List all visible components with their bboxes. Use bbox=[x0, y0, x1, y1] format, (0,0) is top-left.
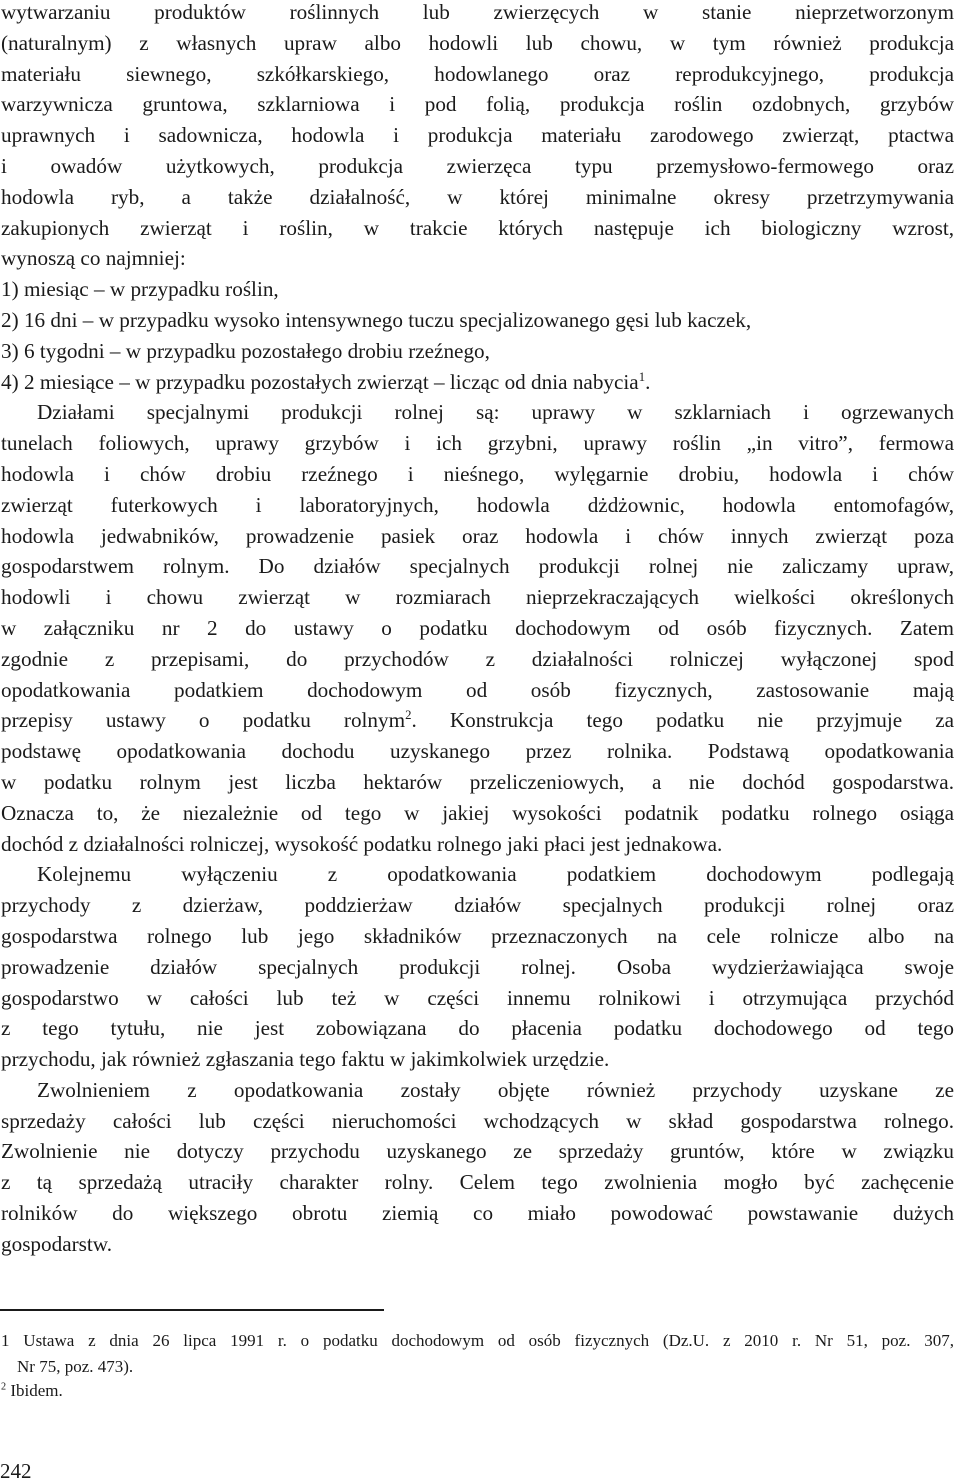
text-line bbox=[1, 859, 954, 890]
text-line bbox=[1, 59, 954, 90]
text-line bbox=[1, 582, 954, 613]
text-line bbox=[1, 397, 954, 428]
footnote-separator bbox=[0, 1309, 384, 1311]
footnote-1 bbox=[1, 1328, 954, 1354]
text-line bbox=[1, 983, 954, 1014]
text-line bbox=[1, 182, 954, 213]
text-line bbox=[1, 1013, 954, 1044]
text-line bbox=[1, 705, 954, 736]
text-line-content: w podatku rolnym jest liczba hektarów przeliczeniowych, a nie dochód gospodarstwa. bbox=[1, 769, 954, 794]
text-line bbox=[1, 1075, 954, 1106]
text-line bbox=[1, 675, 954, 706]
text-line-content: Zwolnieniem z opodatkowania zostały objęte również przychody uzyskane ze bbox=[37, 1077, 954, 1102]
text-line-content: tunelach foliowych, uprawy grzybów i ich grzybni, uprawy roślin „in vitro”, fermowa bbox=[1, 431, 954, 456]
text-line-content: z tą sprzedażą utraciły charakter rolny. Celem tego zwolnienia mogło być zachęcenie bbox=[1, 1170, 954, 1195]
text-line bbox=[1, 1229, 954, 1260]
text-line bbox=[1, 28, 954, 59]
text-line bbox=[1, 644, 954, 675]
text-line-content: wytwarzaniu produktów roślinnych lub zwierzęcych w stanie nieprzetworzonym bbox=[1, 0, 954, 24]
footnote-1-continuation bbox=[17, 1354, 960, 1380]
page-number: 242 bbox=[0, 1459, 32, 1483]
footnote-2-text: Ibidem. bbox=[6, 1381, 63, 1400]
text-line bbox=[1, 1136, 954, 1167]
text-line-content: w załączniku nr 2 do ustawy o podatku dochodowym od osób fizycznych. Zatem bbox=[1, 615, 954, 640]
text-line-continuation: . bbox=[645, 369, 651, 394]
text-line-content: materiału siewnego, szkółkarskiego, hodowlanego oraz reprodukcyjnego, produkcja bbox=[1, 61, 954, 86]
text-line-content: gospodarstw. bbox=[1, 1231, 113, 1256]
text-line-content: hodowla jedwabników, prowadzenie pasiek oraz hodowla i chów innych zwierząt poza bbox=[1, 523, 954, 548]
text-line bbox=[1, 521, 954, 552]
text-line bbox=[1, 305, 954, 336]
text-line-content: 3) 6 tygodni – w przypadku pozostałego drobiu rzeźnego, bbox=[1, 338, 490, 363]
text-line bbox=[1, 1044, 954, 1075]
text-line bbox=[1, 89, 954, 120]
text-line bbox=[1, 336, 954, 367]
text-line-content: Zwolnienie nie dotyczy przychodu uzyskanego ze sprzedaży gruntów, które w związku bbox=[1, 1139, 954, 1164]
footnote-2-mark: 2 bbox=[1, 1381, 7, 1393]
text-line-content: przychody z dzierżaw, poddzierżaw działów specjalnych produkcji rolnej oraz bbox=[1, 893, 954, 918]
text-line bbox=[1, 551, 954, 582]
text-line-continuation: . Konstrukcja tego podatku nie przyjmuje za bbox=[411, 708, 954, 733]
text-line bbox=[1, 213, 954, 244]
body-text bbox=[1, 0, 954, 1260]
text-line-content: zakupionych zwierząt i roślin, w trakcie których następuje ich biologiczny wzrost, bbox=[1, 215, 954, 240]
text-line-content: (naturalnym) z własnych upraw albo hodowli lub chowu, w tym również produkcja bbox=[1, 30, 954, 55]
footnote-1-line-1: 1 Ustawa z dnia 26 lipca 1991 r. o podatku dochodowym od osób fizycznych (Dz.U. z 2010 r. Nr 51, poz. 307, bbox=[1, 1331, 954, 1350]
text-line bbox=[1, 1167, 954, 1198]
text-line-content: uprawnych i sadownicza, hodowla i produkcja materiału zarodowego zwierząt, ptactwa bbox=[1, 123, 954, 148]
text-line bbox=[1, 890, 954, 921]
text-line-content: Działami specjalnymi produkcji rolnej są: uprawy w szklarniach i ogrzewanych bbox=[37, 400, 954, 425]
text-line-content: hodowli i chowu zwierząt w rozmiarach nieprzekraczających wielkości określonych bbox=[1, 585, 954, 610]
text-line-content: z tego tytułu, nie jest zobowiązana do płacenia podatku dochodowego od tego bbox=[1, 1016, 954, 1041]
text-line-content: opodatkowania podatkiem dochodowym od osób fizycznych, zastosowanie mają bbox=[1, 677, 954, 702]
text-line-content: wynoszą co najmniej: bbox=[1, 246, 186, 271]
text-line-content: podstawę opodatkowania dochodu uzyskanego przez rolnika. Podstawą opodatkowania bbox=[1, 739, 954, 764]
text-line-content: przepisy ustawy o podatku rolnym bbox=[1, 708, 406, 733]
text-line bbox=[1, 151, 954, 182]
text-line bbox=[1, 736, 954, 767]
text-line bbox=[1, 1198, 954, 1229]
text-line-content: rolników do większego obrotu ziemią co miało powodować powstawanie dużych bbox=[1, 1201, 954, 1226]
text-line bbox=[1, 767, 954, 798]
text-line-content: gospodarstwo w całości lub też w części innemu rolnikowi i otrzymująca przychód bbox=[1, 985, 954, 1010]
text-line bbox=[1, 952, 954, 983]
footnote-1-line-2: Nr 75, poz. 473). bbox=[17, 1357, 134, 1376]
text-line-content: 2) 16 dni – w przypadku wysoko intensywnego tuczu specjalizowanego gęsi lub kaczek, bbox=[1, 307, 752, 332]
text-line bbox=[1, 798, 954, 829]
text-line-content: przychodu, jak również zgłaszania tego faktu w jakimkolwiek urzędzie. bbox=[1, 1047, 610, 1072]
text-line-content: Oznacza to, że niezależnie od tego w jakiej wysokości podatnik podatku rolnego osiąga bbox=[1, 800, 954, 825]
text-line bbox=[1, 0, 954, 28]
text-line bbox=[1, 120, 954, 151]
text-line-content: gospodarstwa rolnego lub jego składników przeznaczonych na cele rolnicze albo na bbox=[1, 923, 954, 948]
text-line bbox=[1, 459, 954, 490]
footnote-2 bbox=[1, 1378, 954, 1404]
text-line bbox=[1, 1106, 954, 1137]
text-line bbox=[1, 829, 954, 860]
text-line-content: gospodarstwem rolnym. Do działów specjalnych produkcji rolnej nie zaliczamy upraw, bbox=[1, 554, 954, 579]
footnote-reference: 2 bbox=[405, 708, 412, 723]
text-line bbox=[1, 243, 954, 274]
footnote-reference: 1 bbox=[638, 369, 646, 384]
text-line-content: Kolejnemu wyłączeniu z opodatkowania podatkiem dochodowym podlegają bbox=[37, 862, 954, 887]
text-line bbox=[1, 367, 954, 398]
text-line bbox=[1, 921, 954, 952]
text-line bbox=[1, 428, 954, 459]
text-line bbox=[1, 613, 954, 644]
text-line bbox=[1, 490, 954, 521]
text-line-content: sprzedaży całości lub części nieruchomości wchodzących w skład gospodarstwa rolnego. bbox=[1, 1108, 954, 1133]
text-line-content: 1) miesiąc – w przypadku roślin, bbox=[1, 277, 279, 302]
text-line-content: hodowla ryb, a także działalność, w której minimalne okresy przetrzymywania bbox=[1, 184, 954, 209]
text-line-content: prowadzenie działów specjalnych produkcji rolnej. Osoba wydzierżawiająca swoje bbox=[1, 954, 954, 979]
text-line-content: warzywnicza gruntowa, szklarniowa i pod folią, produkcja roślin ozdobnych, grzybów bbox=[1, 92, 954, 117]
text-line-content: hodowla i chów drobiu rzeźnego i nieśnego, wylęgarnie drobiu, hodowla i chów bbox=[1, 461, 954, 486]
text-line-content: zwierząt futerkowych i laboratoryjnych, hodowla dżdżownic, hodowla entomofagów, bbox=[1, 492, 954, 517]
text-line-content: 4) 2 miesiące – w przypadku pozostałych zwierząt – licząc od dnia nabycia bbox=[1, 369, 639, 394]
text-line-content: i owadów użytkowych, produkcja zwierzęca typu przemysłowo-fermowego oraz bbox=[1, 153, 954, 178]
text-line-content: dochód z działalności rolniczej, wysokość podatku rolnego jaki płaci jest jednakowa. bbox=[1, 831, 723, 856]
text-line-content: zgodnie z przepisami, do przychodów z działalności rolniczej wyłączonej spod bbox=[1, 646, 954, 671]
text-line bbox=[1, 274, 954, 305]
